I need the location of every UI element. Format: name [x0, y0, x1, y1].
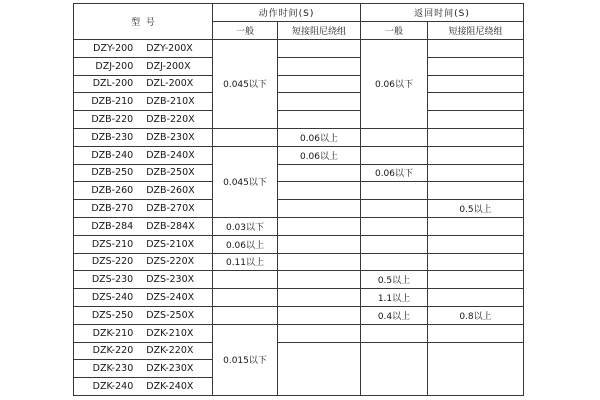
return-damping-cell	[428, 40, 524, 58]
table-row	[74, 57, 524, 75]
model-pair	[74, 292, 212, 303]
model-pair	[74, 114, 212, 125]
model-pair	[74, 221, 212, 232]
return-time-group-header: 返回时间(S)	[361, 4, 524, 22]
return-general-cell: 0.06以下	[361, 164, 428, 182]
return-damping-cell	[428, 93, 524, 111]
model-name: DZL-200	[92, 78, 134, 90]
model-name: DZS-250	[91, 309, 134, 321]
model-name: DZK-230X	[146, 363, 194, 375]
action-time-group-header: 动作时间(S)	[213, 4, 361, 22]
return-damping-cell	[428, 57, 524, 75]
return-damping-cell: 0.5以上	[428, 200, 524, 218]
model-name: DZS-230X	[146, 274, 195, 286]
model-cell	[74, 217, 213, 235]
model-cell	[74, 342, 213, 360]
table-row	[74, 235, 524, 253]
action-damping-cell	[278, 324, 361, 342]
return-general-header: 一般	[361, 22, 428, 40]
action-damping-cell	[278, 111, 361, 129]
return-damping-cell	[428, 182, 524, 200]
return-damping-cell	[428, 271, 524, 289]
action-damping-cell	[278, 40, 361, 58]
table-row	[74, 146, 524, 164]
model-pair	[74, 167, 212, 178]
return-general-cell	[361, 200, 428, 218]
return-general-cell	[361, 253, 428, 271]
model-name: DZB-260	[91, 185, 134, 197]
table-row	[74, 164, 524, 182]
action-general-cell: 0.06以上	[213, 235, 278, 253]
model-pair	[74, 96, 212, 107]
return-general-cell	[361, 342, 428, 395]
model-cell	[74, 164, 213, 182]
model-name: DZB-260X	[146, 185, 195, 197]
action-general-cell: 0.015以下	[213, 324, 278, 395]
table-row	[74, 342, 524, 360]
return-general-cell	[361, 182, 428, 200]
model-pair	[74, 239, 212, 250]
model-name: DZB-284X	[146, 220, 195, 232]
model-name: DZK-220	[92, 345, 134, 357]
model-name: DZS-240X	[146, 292, 195, 304]
model-name: DZK-240	[92, 381, 134, 393]
table-row	[74, 93, 524, 111]
action-general-cell	[213, 271, 278, 289]
table-row	[74, 324, 524, 342]
action-damping-cell	[278, 306, 361, 324]
model-pair	[74, 132, 212, 143]
action-general-cell	[213, 306, 278, 324]
return-damping-cell	[428, 342, 524, 395]
table-row	[74, 200, 524, 218]
model-cell	[74, 111, 213, 129]
model-name: DZB-220X	[146, 114, 195, 126]
action-general-cell: 0.11以上	[213, 253, 278, 271]
model-cell	[74, 146, 213, 164]
model-name: DZS-210	[91, 238, 134, 250]
model-pair	[74, 363, 212, 374]
action-general-cell	[213, 289, 278, 307]
model-name: DZK-220X	[146, 345, 194, 357]
action-general-cell: 0.03以下	[213, 217, 278, 235]
action-damping-cell	[278, 271, 361, 289]
return-general-cell: 0.5以上	[361, 271, 428, 289]
return-damping-cell	[428, 324, 524, 342]
model-pair	[74, 328, 212, 339]
return-damping-cell	[428, 111, 524, 129]
model-name: DZS-240	[91, 292, 134, 304]
action-damping-cell	[278, 342, 361, 395]
action-damping-cell	[278, 200, 361, 218]
model-name: DZL-200X	[146, 78, 194, 90]
return-damping-cell	[428, 217, 524, 235]
model-name: DZB-270X	[146, 203, 195, 215]
model-pair	[74, 150, 212, 161]
model-cell	[74, 200, 213, 218]
model-pair	[74, 256, 212, 267]
table-row	[74, 182, 524, 200]
table-row	[74, 40, 524, 58]
return-damping-header: 短接阻尼绕组	[428, 22, 524, 40]
model-cell	[74, 235, 213, 253]
return-damping-cell	[428, 128, 524, 146]
table-row	[74, 271, 524, 289]
model-cell	[74, 306, 213, 324]
model-cell	[74, 75, 213, 93]
model-name: DZB-220	[91, 114, 134, 126]
action-damping-cell	[278, 182, 361, 200]
return-damping-cell	[428, 146, 524, 164]
action-general-header: 一般	[213, 22, 278, 40]
model-name: DZB-230X	[146, 131, 195, 143]
table-row	[74, 111, 524, 129]
action-damping-cell	[278, 57, 361, 75]
model-name: DZB-284	[91, 220, 134, 232]
table-row	[74, 306, 524, 324]
model-cell	[74, 253, 213, 271]
model-name: DZS-210X	[146, 238, 195, 250]
model-name: DZB-240X	[146, 149, 195, 161]
model-name: DZK-230	[92, 363, 134, 375]
model-name: DZB-210X	[146, 96, 195, 108]
table-row	[74, 75, 524, 93]
table-header	[74, 4, 524, 40]
return-general-cell	[361, 217, 428, 235]
model-pair	[74, 61, 212, 72]
model-name: DZY-200X	[146, 42, 193, 54]
return-general-cell: 0.06以下	[361, 40, 428, 129]
model-pair	[74, 203, 212, 214]
action-general-cell	[213, 128, 278, 146]
return-general-cell	[361, 235, 428, 253]
model-cell	[74, 57, 213, 75]
model-name: DZB-250	[91, 167, 134, 179]
action-damping-header: 短接阻尼绕组	[278, 22, 361, 40]
return-damping-cell	[428, 235, 524, 253]
model-name: DZK-240X	[146, 381, 194, 393]
action-damping-cell	[278, 75, 361, 93]
model-name: DZK-210X	[146, 327, 194, 339]
model-name: DZJ-200	[95, 60, 134, 72]
model-cell	[74, 378, 213, 396]
model-name: DZS-230	[91, 274, 134, 286]
relay-spec-table	[73, 3, 524, 396]
model-name: DZB-240	[91, 149, 134, 161]
model-pair	[74, 310, 212, 321]
model-name: DZB-210	[91, 96, 134, 108]
model-name: DZS-220	[91, 256, 134, 268]
model-name: DZJ-200X	[146, 60, 191, 72]
return-damping-cell	[428, 253, 524, 271]
return-general-cell: 0.4以上	[361, 306, 428, 324]
return-general-cell	[361, 128, 428, 146]
table-row	[74, 253, 524, 271]
return-damping-cell	[428, 75, 524, 93]
model-cell	[74, 289, 213, 307]
return-general-cell: 1.1以上	[361, 289, 428, 307]
model-cell	[74, 93, 213, 111]
model-name: DZS-250X	[146, 309, 195, 321]
model-cell	[74, 40, 213, 58]
action-damping-cell	[278, 93, 361, 111]
table-row	[74, 128, 524, 146]
model-name: DZK-210	[92, 327, 134, 339]
return-general-cell	[361, 324, 428, 342]
model-cell	[74, 360, 213, 378]
model-pair	[74, 274, 212, 285]
model-name: DZY-200	[93, 42, 134, 54]
model-pair	[74, 78, 212, 89]
model-pair	[74, 345, 212, 356]
model-name: DZB-270	[91, 203, 134, 215]
return-damping-cell: 0.8以上	[428, 306, 524, 324]
model-name: DZB-230	[91, 131, 134, 143]
action-damping-cell: 0.06以上	[278, 128, 361, 146]
action-general-cell: 0.045以下	[213, 40, 278, 129]
action-damping-cell	[278, 253, 361, 271]
model-cell	[74, 182, 213, 200]
table-row	[74, 217, 524, 235]
model-pair	[74, 185, 212, 196]
model-pair	[74, 381, 212, 392]
return-general-cell	[361, 146, 428, 164]
model-cell	[74, 128, 213, 146]
model-column-header: 型 号	[74, 4, 213, 40]
action-damping-cell	[278, 217, 361, 235]
model-name: DZB-250X	[146, 167, 195, 179]
return-damping-cell	[428, 289, 524, 307]
model-cell	[74, 324, 213, 342]
return-damping-cell	[428, 164, 524, 182]
model-cell	[74, 271, 213, 289]
model-pair	[74, 43, 212, 54]
action-damping-cell: 0.06以上	[278, 146, 361, 164]
action-general-cell: 0.045以下	[213, 146, 278, 217]
action-damping-cell	[278, 289, 361, 307]
model-name: DZS-220X	[146, 256, 195, 268]
table-row	[74, 289, 524, 307]
action-damping-cell	[278, 164, 361, 182]
action-damping-cell	[278, 235, 361, 253]
table-body	[74, 40, 524, 396]
